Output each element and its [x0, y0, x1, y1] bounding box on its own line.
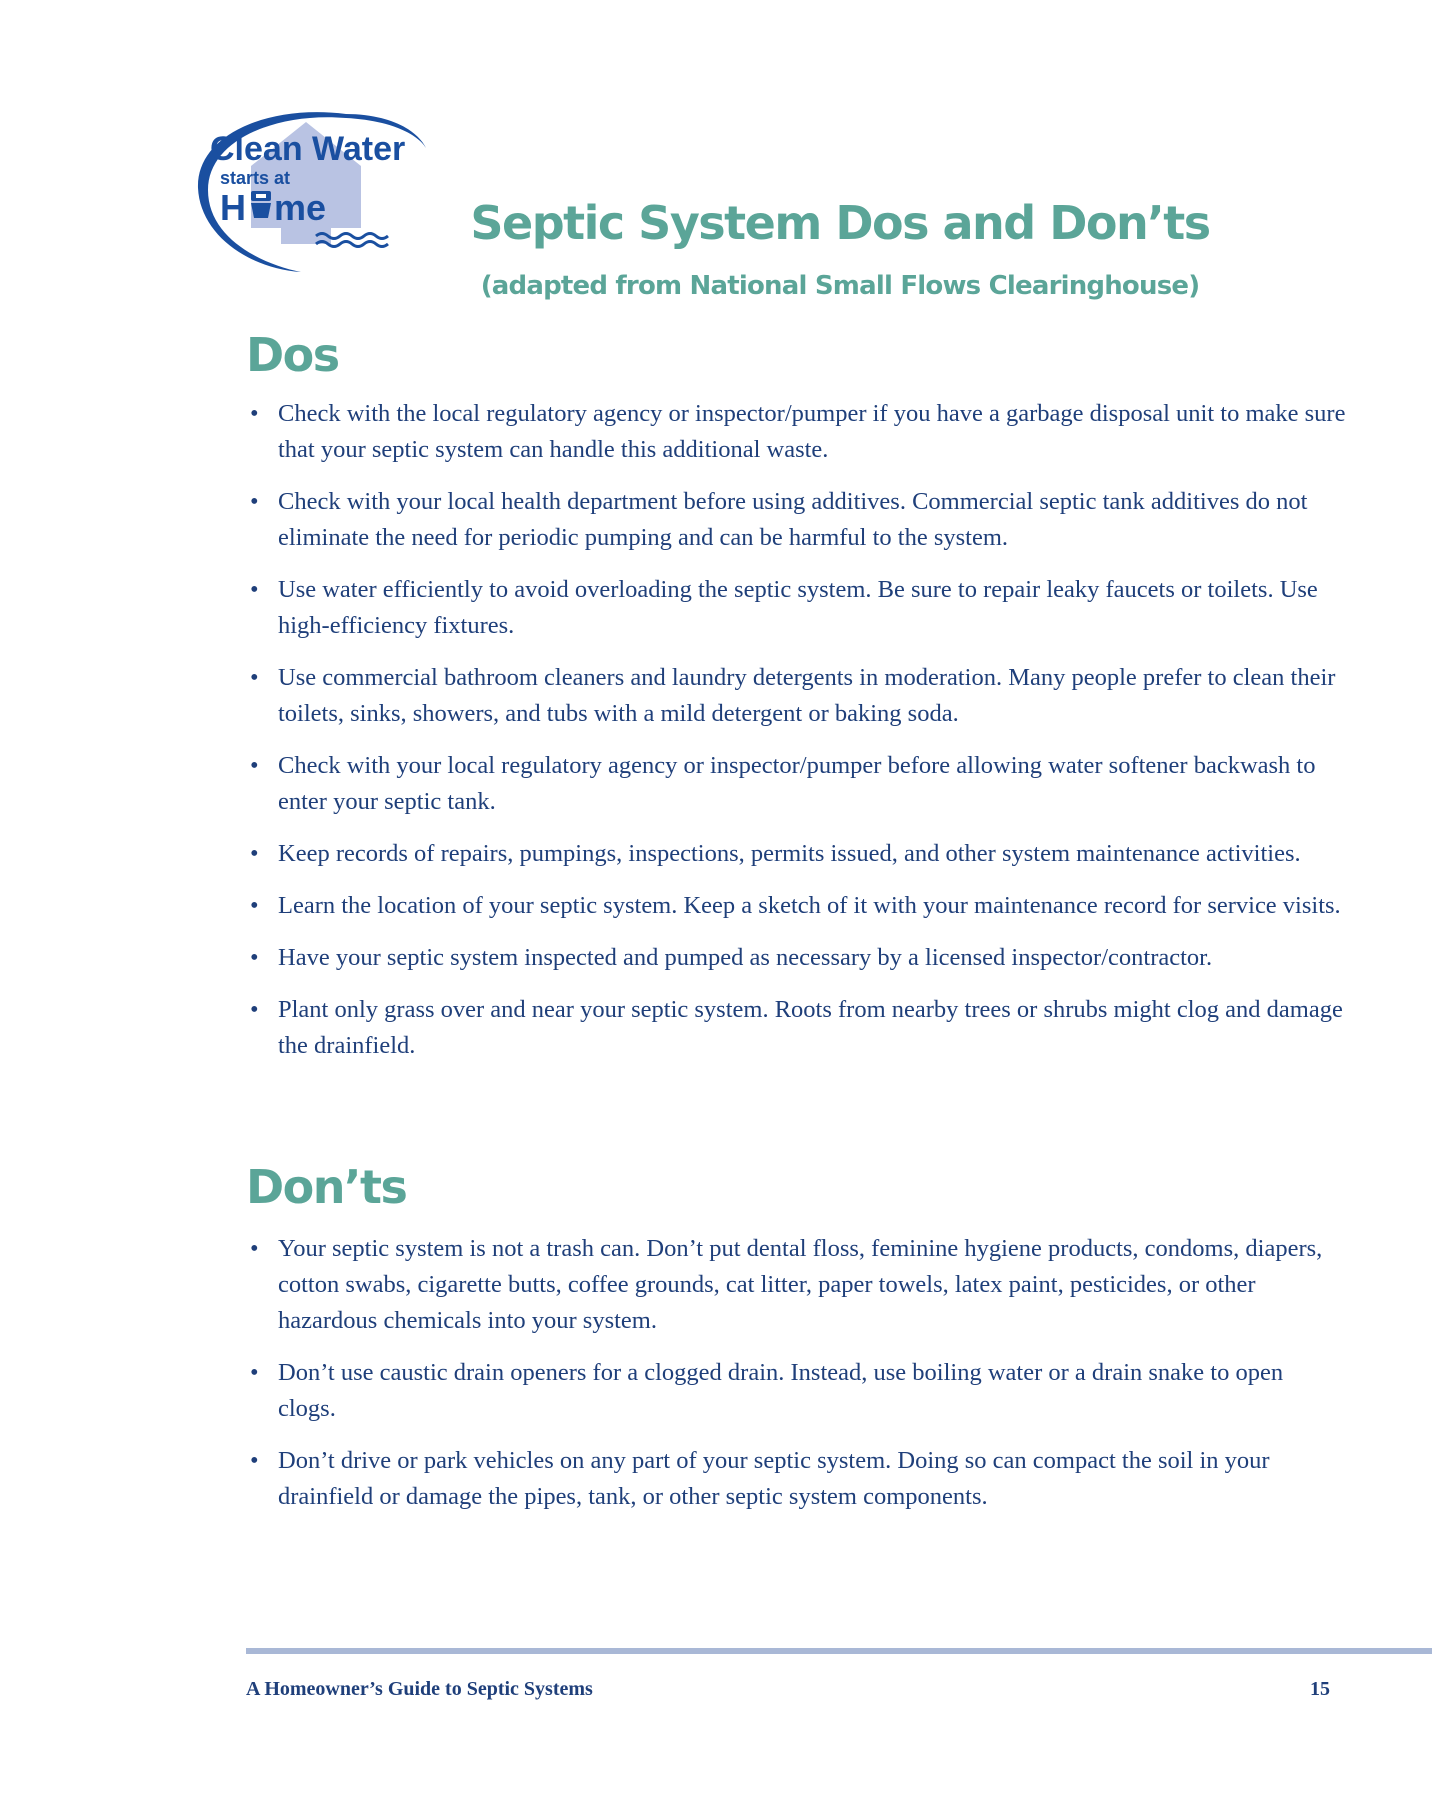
bullet-icon: •	[250, 400, 259, 427]
page-number: 15	[1310, 1678, 1330, 1700]
list-item	[246, 396, 1346, 468]
list-item-text: Have your septic system inspected and pumped as necessary by a licensed inspector/contractor.	[278, 944, 1213, 971]
list-item-text: Plant only grass over and near your septic system. Roots from nearby trees or shrubs might clog and damage the drainfield.	[278, 996, 1343, 1059]
bullet-icon: •	[250, 1235, 259, 1262]
bullet-icon: •	[250, 576, 259, 603]
list-item	[246, 836, 1346, 872]
page-subtitle: (adapted from National Small Flows Clearinghouse)	[480, 271, 1200, 301]
donts-list	[246, 1231, 1346, 1531]
list-item-text: Use commercial bathroom cleaners and laundry detergents in moderation. Many people prefer to clean their toilets, sinks, showers, and tubs with a mild detergent or baking soda.	[278, 664, 1336, 727]
bullet-icon: •	[250, 1359, 259, 1386]
bullet-icon: •	[250, 664, 259, 691]
list-item	[246, 1443, 1346, 1515]
dos-list	[246, 396, 1346, 1080]
bullet-icon: •	[250, 1447, 259, 1474]
list-item-text: Your septic system is not a trash can. Don’t put dental floss, feminine hygiene products, condoms, diapers, cotton swabs, cigarette butts, coffee grounds, cat litter, paper towels, latex paint, pesticides, or other hazardous chemicals into your system.	[278, 1235, 1323, 1334]
logo-line3-left: H	[220, 187, 246, 228]
list-item-text: Don’t use caustic drain openers for a clogged drain. Instead, use boiling water or a drain snake to open clogs.	[278, 1359, 1284, 1422]
list-item-text: Check with your local regulatory agency or inspector/pumper before allowing water softener backwash to enter your septic tank.	[278, 752, 1316, 815]
list-item	[246, 484, 1346, 556]
list-item-text: Don’t drive or park vehicles on any part of your septic system. Doing so can compact the soil in your drainfield or damage the pipes, tank, or other septic system components.	[278, 1447, 1270, 1510]
page-title: Septic System Dos and Don’ts	[470, 196, 1210, 250]
list-item	[246, 572, 1346, 644]
list-item-text: Check with the local regulatory agency or inspector/pumper if you have a garbage disposal unit to make sure that your septic system can handle this additional waste.	[278, 400, 1346, 463]
bullet-icon: •	[250, 488, 259, 515]
toilet-icon	[251, 191, 271, 218]
list-item	[246, 1355, 1346, 1427]
list-item-text: Check with your local health department before using additives. Commercial septic tank additives do not eliminate the need for periodic pumping and can be harmful to the system.	[278, 488, 1308, 551]
list-item	[246, 940, 1346, 976]
logo-line1: Clean Water	[210, 130, 406, 168]
list-item-text: Use water efficiently to avoid overloading the septic system. Be sure to repair leaky faucets or toilets. Use high-efficiency fixtures.	[278, 576, 1318, 639]
bullet-icon: •	[250, 840, 259, 867]
list-item	[246, 1231, 1346, 1339]
list-item	[246, 748, 1346, 820]
list-item	[246, 992, 1346, 1064]
list-item-text: Keep records of repairs, pumpings, inspections, permits issued, and other system maintenance activities.	[278, 840, 1301, 867]
list-item	[246, 888, 1346, 924]
dos-heading: Dos	[246, 328, 339, 382]
bullet-icon: •	[250, 944, 259, 971]
logo-line2: starts at	[220, 168, 291, 188]
footer-divider	[246, 1648, 1432, 1654]
bullet-icon: •	[250, 752, 259, 779]
bullet-icon: •	[250, 996, 259, 1023]
logo-line3-right: me	[274, 187, 327, 228]
clean-water-logo	[196, 108, 446, 273]
donts-heading: Don’ts	[246, 1160, 407, 1214]
list-item	[246, 660, 1346, 732]
bullet-icon: •	[250, 892, 259, 919]
footer-title: A Homeowner’s Guide to Septic Systems	[246, 1678, 593, 1700]
list-item-text: Learn the location of your septic system. Keep a sketch of it with your maintenance record for service visits.	[278, 892, 1341, 919]
